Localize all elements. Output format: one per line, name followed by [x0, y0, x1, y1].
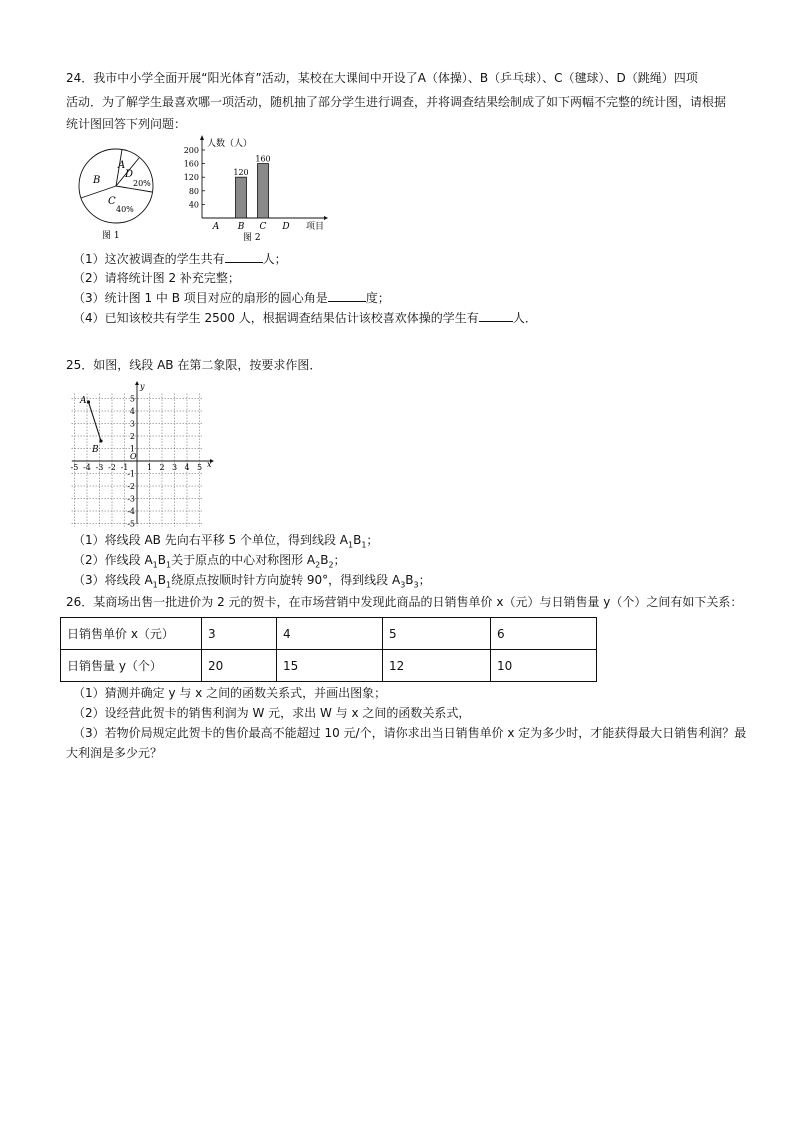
y-tick-label: -1	[127, 469, 135, 479]
data-label: 160	[255, 154, 271, 164]
q25-sub2-text-b: B	[157, 553, 166, 567]
q24-sub1-tail: 人；	[262, 252, 287, 266]
y-axis-label: 人数（人）	[207, 139, 253, 149]
q25-sub3-text-b: B	[157, 573, 166, 587]
q25-sub-question-1	[73, 532, 378, 553]
bar	[236, 177, 247, 218]
q24-sub-question-4	[73, 309, 537, 326]
y-tick-label: -4	[127, 507, 135, 516]
x-tick-label: -1	[120, 463, 129, 472]
q24-answer-blank-4[interactable]	[479, 309, 513, 322]
x-axis-label: 项目	[306, 222, 325, 232]
point-a-label: A	[80, 396, 87, 406]
q24-sub4-tail: 人．	[512, 311, 537, 325]
y-tick-label: 5	[129, 394, 135, 404]
q25-sub2-text-c: 关于原点的中心对称图形 A	[171, 553, 316, 567]
q25-sub3-subscript-4: 3	[413, 580, 419, 590]
y-tick-label: -3	[127, 494, 135, 504]
q25-sub3-text-c: 绕原点按顺时针方向旋转 90°，得到线段 A	[171, 573, 401, 587]
x-tick-label: 4	[184, 463, 190, 472]
y-tick-label: -5	[127, 519, 135, 529]
q26-sub-question-2: （2）设经营此贺卡的销售利润为 W 元，求出 W 与 x 之间的函数关系式，	[73, 706, 471, 720]
table-cell: 日销售单价 x（元）	[61, 618, 202, 650]
table-cell: 3	[202, 618, 277, 650]
table-cell: 20	[202, 650, 277, 682]
y-axis-arrow	[200, 135, 204, 140]
q25-sub1-subscript-2: 1	[361, 540, 367, 550]
q24-sub3-tail: 度；	[365, 291, 390, 305]
axis-tick-labels	[71, 395, 202, 529]
y-tick-label: 120	[183, 173, 199, 183]
q25-sub3-text-d: B	[405, 573, 414, 587]
q25-sub3-text-a: （3）将线段 A	[73, 573, 153, 587]
y-tick-label: 160	[183, 159, 199, 169]
q25-sub3-subscript-2: 1	[166, 580, 172, 590]
q24-text-line-1: 24．我市中小学全面开展“阳光体育”活动，某校在大课间中开设了A（体操）、B（乒乓球）、C（毽球）、D（跳绳）四项	[66, 71, 698, 85]
y-tick-label: 4	[129, 407, 135, 416]
q25-sub3-subscript-1: 1	[152, 580, 158, 590]
q24-sub-question-2: （2）请将统计图 2 补充完整；	[73, 271, 240, 285]
pie-label-b: B	[93, 175, 101, 186]
x-tick-label: 3	[171, 463, 178, 472]
coordinate-grid-figure	[66, 381, 216, 529]
q24-sub1-text: （1）这次被调查的学生共有	[73, 252, 225, 266]
x-tick-label: -2	[108, 463, 116, 472]
q25-sub1-text-a: （1）将线段 AB 先向右平移 5 个单位，得到线段 A	[73, 533, 348, 547]
q24-sub4-text: （4）已知该校共有学生 2500 人，根据调查结果估计该校喜欢体操的学生有	[73, 311, 479, 325]
q26-text-line-1: 26．某商场出售一批进价为 2 元的贺卡，在市场营销中发现此商品的日销售单价 x（元）与日销售量 y（个）之间有如下关系：	[66, 595, 743, 609]
x-tick-label: -4	[83, 463, 91, 472]
y-tick-label: 200	[183, 146, 199, 155]
y-tick-label: 3	[129, 419, 135, 429]
origin-label: O	[130, 452, 137, 461]
q25-sub2-subscript-3: 2	[315, 560, 321, 570]
y-tick-label: 1	[129, 444, 135, 454]
q25-text-line-1: 25．如图，线段 AB 在第二象限，按要求作图．	[66, 358, 322, 372]
q24-sub-question-1	[73, 250, 287, 267]
q25-sub2-text-e: ；	[333, 553, 346, 567]
data-label: 120	[233, 168, 249, 178]
table-cell: 日销售量 y（个）	[61, 650, 202, 682]
q25-sub1-text-c: ；	[366, 533, 379, 547]
q26-sub-question-1: （1）猜测并确定 y 与 x 之间的函数关系式，并画出图象；	[73, 686, 387, 700]
pie-chart-figure-1	[74, 144, 160, 244]
table-row	[61, 618, 597, 650]
pie-label-a: A	[118, 160, 126, 171]
q25-sub3-subscript-3: 3	[400, 580, 406, 590]
q26-sub-question-3-continued: 大利润是多少元？	[66, 746, 163, 760]
q25-sub3-text-e: ；	[418, 573, 431, 587]
q25-sub2-subscript-1: 1	[152, 560, 158, 570]
figure-1-caption: 图 1	[102, 231, 120, 241]
x-tick-label: 1	[146, 463, 153, 472]
y-tick-label: 2	[129, 432, 135, 441]
table-cell: 5	[383, 618, 491, 650]
pie-pct-d: 20%	[133, 179, 151, 188]
q25-sub2-subscript-2: 1	[166, 560, 172, 570]
y-tick-label: 80	[188, 186, 199, 196]
pie-label-c: C	[108, 196, 116, 207]
x-tick-label: D	[282, 222, 290, 232]
q26-sub-question-3: （3）若物价局规定此贺卡的售价最高不能超过 10 元/个，请你求出当日销售单价 x 定为多少时，才能获得最大日销售利润？最	[73, 726, 747, 740]
table-cell: 15	[277, 650, 383, 682]
segment-ab	[89, 402, 102, 441]
point-b-dot	[99, 439, 102, 442]
pie-label-d: D	[125, 169, 134, 180]
q25-sub2-subscript-4: 2	[328, 560, 334, 570]
q25-sub2-text-a: （2）作线段 A	[73, 553, 153, 567]
x-tick-label: A	[212, 222, 220, 232]
q24-sub-question-3	[73, 289, 390, 306]
price-quantity-table	[60, 617, 597, 682]
q25-sub1-text-b: B	[353, 533, 362, 547]
x-tick-label: B	[237, 222, 245, 232]
x-tick-label: -3	[95, 463, 104, 472]
q24-answer-blank-3[interactable]	[328, 289, 366, 302]
x-axis-arrow	[324, 216, 328, 220]
pie-pct-c: 40%	[116, 205, 134, 214]
table-cell: 6	[491, 618, 597, 650]
table-cell: 12	[383, 650, 491, 682]
table-cell: 10	[491, 650, 597, 682]
figure-2-caption: 图 2	[243, 233, 261, 243]
q25-sub1-subscript-1: 1	[348, 540, 354, 550]
table-row	[61, 650, 597, 682]
q24-sub3-text: （3）统计图 1 中 B 项目对应的扇形的圆心角是	[73, 291, 328, 305]
y-axis-label: y	[140, 382, 145, 391]
q24-text-line-3: 统计图回答下列问题：	[66, 117, 187, 131]
point-b-label: B	[92, 445, 99, 455]
x-tick-label: C	[259, 222, 267, 232]
y-tick-label: 40	[188, 200, 199, 210]
point-a-dot	[87, 400, 90, 403]
y-tick-label: -2	[127, 482, 135, 491]
q25-sub2-text-d: B	[320, 553, 329, 567]
table-cell: 4	[277, 618, 383, 650]
x-tick-label: 2	[159, 463, 165, 472]
q24-answer-blank-1[interactable]	[225, 250, 263, 263]
x-tick-label: 5	[196, 463, 203, 472]
bar	[258, 164, 269, 218]
x-axis-label: x	[207, 460, 212, 469]
x-tick-label: -5	[70, 463, 79, 472]
bar-chart-figure-2	[180, 134, 330, 246]
q25-sub-question-3	[73, 572, 431, 593]
q24-text-line-2: 活动．为了解学生最喜欢哪一项活动，随机抽了部分学生进行调查，并将调查结果绘制成了如下两幅不完整的统计图，请根据	[66, 95, 727, 109]
q25-sub-question-2	[73, 552, 346, 573]
